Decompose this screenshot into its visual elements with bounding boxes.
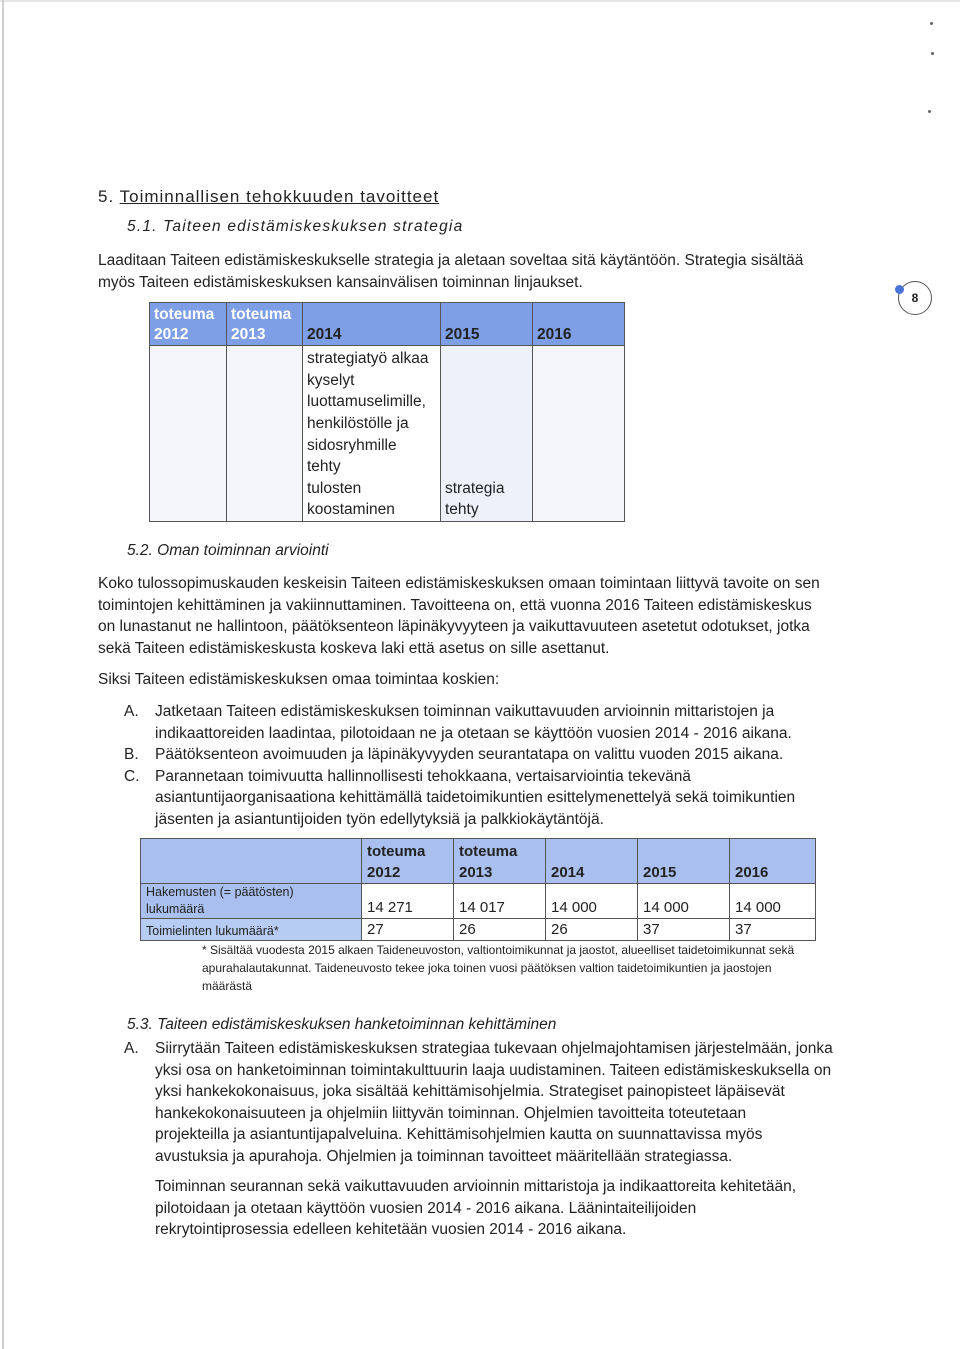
evaluation-list — [124, 701, 795, 830]
table-header-row — [150, 303, 625, 346]
subsection-heading-5-2: 5.2. Oman toiminnan arviointi — [127, 542, 329, 559]
table-cell: 14 271 — [362, 884, 454, 919]
table-cell — [227, 346, 303, 522]
scan-speck — [928, 110, 931, 113]
paragraph-evaluation — [98, 573, 820, 659]
table-cell: 26 — [546, 919, 638, 941]
header-cell — [141, 839, 362, 884]
table-cell — [533, 346, 625, 522]
table-row — [141, 919, 816, 941]
table-row — [141, 884, 816, 919]
strategy-timeline-table — [149, 302, 625, 522]
header-cell: toteuma 2012 — [362, 839, 454, 884]
text-line: Toiminnan seurannan sekä vaikuttavuuden arvioinnin mittaristoja ja indikaattoreita kehitetään, — [155, 1178, 797, 1195]
text-line: on lunastanut ne hallintoon, päätöksenteon läpinäkyvyyteen ja vaikuttavuuteen asetetut odotukset, jotka — [98, 618, 810, 635]
header-cell: 2016 — [533, 303, 625, 346]
text-line: pilotoidaan ja otetaan käyttöön vuosien 2014 - 2016 aikana. Läänintaiteilijoiden — [155, 1199, 697, 1217]
table-cell: 26 — [454, 919, 546, 941]
table-cell: 27 — [362, 919, 454, 941]
table-cell: 14 000 — [730, 884, 816, 919]
header-cell: toteuma 2013 — [454, 839, 546, 884]
table-footnote: * Sisältää vuodesta 2015 alkaen Taideneuvoston, valtiontoimikunnat ja jaostot, alueelliset taidetoimikunnat sekä apurahalautakunnat. Taideneuvosto tekee joka toinen vuosi päätöksen valtion taidetoimikuntien ja jaostojen määrästä — [202, 943, 795, 993]
subsection-heading-5-3: 5.3. Taiteen edistämiskeskuksen hanketoiminnan kehittäminen — [127, 1016, 557, 1033]
page-number-badge: 8 — [898, 281, 932, 315]
text-line: toimintojen kehittäminen ja vakiinnuttaminen. Tavoitteena on, että vuonna 2016 Taiteen edistämiskeskus — [98, 596, 812, 614]
decisions-table — [140, 838, 816, 941]
text-line: Laaditaan Taiteen edistämiskeskukselle strategia ja aletaan soveltaa sitä käytäntöön. Strategia sisältää — [98, 252, 804, 269]
table-cell: 37 — [730, 919, 816, 941]
paragraph-strategy — [98, 250, 803, 293]
header-cell: 2014 — [303, 303, 441, 346]
header-cell: toteuma 2012 — [150, 303, 227, 346]
scan-speck — [931, 52, 934, 55]
list-item: A. Jatketaan Taiteen edistämiskeskuksen toiminnan vaikuttavuuden arvioinnin mittaristojen ja indikaattoreiden laadintaa, pilotoidaan ne ja otetaan se käyttöön vuosien 2014 - 2016 aikana. — [124, 703, 792, 742]
table-header-row — [141, 839, 816, 884]
subsection-heading-5-1: 5.1. Taiteen edistämiskeskuksen strategia — [127, 218, 464, 235]
list-item: A. Siirrytään Taiteen edistämiskeskuksen strategiaa tukevaan ohjelmajohtamisen järjestelmään, jonka yksi osa on hanketoiminnan toimintakulttuurin laaja uudistaminen. Taiteen edistämiskeskuksella on yksi hankekokonaisuus, joka sisältää kehittämisohjelmia. Strategiset painopisteet läpäisevät hankekokonaisuuteen ja ohjelmiin liittyvän toiminnan. Ohjelmien tavoitteita toteutetaan projekteilla ja asiantuntijapalveluina. Kehittämisohjelmien kautta on suunnattavissa myös avustuksia ja apurahoja. Ohjelmien ja toiminnan tavoitteet määritellään strategiassa. — [124, 1040, 833, 1165]
scan-left-edge — [2, 0, 4, 1349]
table-row — [150, 346, 625, 522]
table-cell: 14 000 — [638, 884, 730, 919]
row-label: Toimielinten lukumäärä* — [141, 919, 362, 941]
header-cell: 2015 — [638, 839, 730, 884]
section-title: Toiminnallisen tehokkuuden tavoitteet — [119, 187, 440, 206]
scan-speck — [930, 22, 933, 25]
section-heading — [98, 187, 439, 207]
table-cell: 14 017 — [454, 884, 546, 919]
text-line: sekä Taiteen edistämiskeskusta koskeva laki että asetus on sille asettanut. — [98, 639, 610, 657]
table-cell: 37 — [638, 919, 730, 941]
paragraph-monitoring — [155, 1176, 796, 1241]
section-number: 5. — [98, 187, 115, 206]
text-line: rekrytointiprosessia edelleen kehitetään vuosien 2014 - 2016 aikana. — [155, 1221, 627, 1238]
paragraph-intro: Siksi Taiteen edistämiskeskuksen omaa toimintaa koskien: — [98, 671, 500, 688]
header-cell: 2014 — [546, 839, 638, 884]
table-cell: 14 000 — [546, 884, 638, 919]
header-cell: 2016 — [730, 839, 816, 884]
header-cell: toteuma 2013 — [227, 303, 303, 346]
row-label: Hakemusten (= päätösten) lukumäärä — [141, 884, 362, 919]
scan-top-edge — [0, 0, 960, 2]
list-item: B. Päätöksenteon avoimuuden ja läpinäkyvyyden seurantatapa on valittu vuoden 2015 aikana. — [124, 746, 784, 763]
list-item: C. Parannetaan toimivuutta hallinnollisesti tehokkaana, vertaisarviointia tekevänä asiantuntijaorganisaationa kehittämällä taidetoimikuntien esittelymenettelyä sekä toimikuntien jäsenten ja asiantuntijoiden työn edellytyksiä ja palkkiokäytäntöjä. — [124, 767, 796, 828]
table-cell-2015: strategia tehty — [441, 346, 533, 522]
text-line: myös Taiteen edistämiskeskuksen kansainvälisen toiminnan linjaukset. — [98, 273, 583, 291]
table-cell — [150, 346, 227, 522]
table-cell-2014: strategiatyö alkaa kyselyt luottamuselimille, henkilöstölle ja sidosryhmille tehty tulosten koostaminen — [303, 346, 441, 522]
project-list — [124, 1038, 833, 1167]
header-cell: 2015 — [441, 303, 533, 346]
text-line: Koko tulossopimuskauden keskeisin Taiteen edistämiskeskuksen omaan toimintaan liittyvä tavoite on sen — [98, 575, 820, 592]
